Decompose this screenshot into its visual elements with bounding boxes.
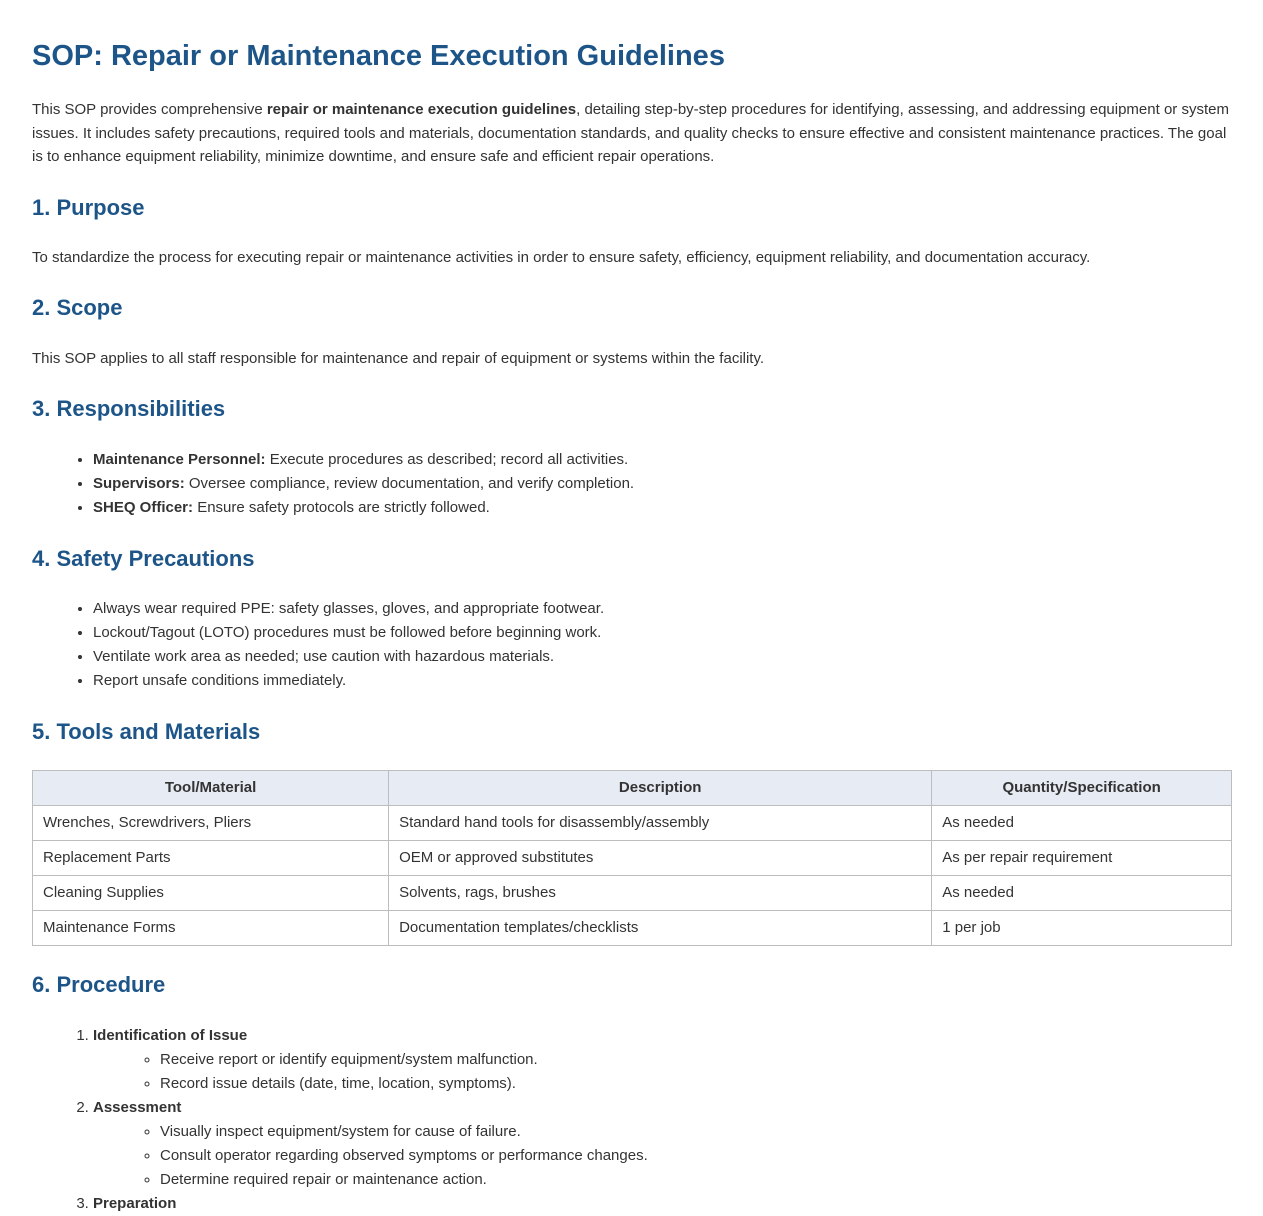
tools-table — [32, 770, 1232, 946]
safety-item: • Ventilate work area as needed; use caution with hazardous materials. — [93, 645, 1232, 669]
purpose-paragraph: To standardize the process for executing repair or maintenance activities in order to ensure safety, efficiency, equipment reliability, and documentation accuracy. — [32, 248, 1091, 266]
procedure-step-name: Identification of Issue — [93, 1026, 248, 1044]
table-header-row — [33, 771, 1232, 806]
table-row — [33, 876, 1232, 911]
responsibility-item — [93, 472, 1232, 496]
table-cell: Maintenance Forms — [33, 911, 389, 946]
table-cell: Standard hand tools for disassembly/assembly — [389, 806, 932, 841]
table-header-cell: Description — [389, 771, 932, 806]
safety-item: • Lockout/Tagout (LOTO) procedures must be followed before beginning work. — [93, 621, 1232, 645]
procedure-substep-list — [93, 1120, 1232, 1192]
table-cell: OEM or approved substitutes — [389, 841, 932, 876]
responsibility-role-label: Supervisors: — [93, 474, 185, 492]
intro-paragraph — [32, 98, 1232, 168]
table-cell: Documentation templates/checklists — [389, 911, 932, 946]
procedure-step-name: Assessment — [93, 1098, 182, 1116]
responsibility-role-label: SHEQ Officer: — [93, 498, 194, 516]
section-heading-tools-materials: 5. Tools and Materials — [32, 718, 261, 744]
section-heading-responsibilities: 3. Responsibilities — [32, 396, 226, 422]
procedure-substep: ◦ Determine required repair or maintenance action. — [160, 1168, 1232, 1192]
table-cell: As per repair requirement — [932, 841, 1232, 876]
procedure-step — [93, 1024, 1232, 1096]
procedure-substep: ◦ Visually inspect equipment/system for cause of failure. — [160, 1120, 1232, 1144]
safety-item: • Report unsafe conditions immediately. — [93, 669, 1232, 693]
document-title: SOP: Repair or Maintenance Execution Guidelines — [32, 40, 725, 72]
intro-text-pre: This SOP provides comprehensive — [32, 101, 267, 119]
section-heading-safety-precautions: 4. Safety Precautions — [32, 545, 255, 571]
table-cell: Replacement Parts — [33, 841, 389, 876]
procedure-step-name: Preparation — [93, 1194, 177, 1212]
responsibility-text: Ensure safety protocols are strictly followed. — [193, 498, 490, 516]
section-heading-procedure: 6. Procedure — [32, 972, 166, 998]
intro-text-post: , detailing step-by-step procedures for identifying, assessing, and addressing equipment or system issues. It includes safety precautions, required tools and materials, documentation standards, and quality checks to ensure effective and consistent maintenance practices. The goal is to enhance equipment reliability, minimize downtime, and ensure safe and efficient repair operations. — [32, 101, 1229, 166]
table-row — [33, 841, 1232, 876]
section-heading-scope: 2. Scope — [32, 295, 123, 321]
table-cell: 1 per job — [932, 911, 1232, 946]
responsibility-role-label: Maintenance Personnel: — [93, 450, 266, 468]
procedure-step — [93, 1096, 1232, 1192]
responsibilities-list — [32, 448, 1232, 520]
table-cell: Wrenches, Screwdrivers, Pliers — [33, 806, 389, 841]
safety-precautions-list — [32, 597, 1232, 693]
responsibility-item — [93, 448, 1232, 472]
responsibility-text: Execute procedures as described; record all activities. — [265, 450, 629, 468]
table-header-cell: Quantity/Specification — [932, 771, 1232, 806]
responsibility-text: Oversee compliance, review documentation, and verify completion. — [184, 474, 635, 492]
procedure-substep: ◦ Consult operator regarding observed symptoms or performance changes. — [160, 1144, 1232, 1168]
table-cell: Cleaning Supplies — [33, 876, 389, 911]
procedure-substep: ◦ Record issue details (date, time, location, symptoms). — [160, 1072, 1232, 1096]
section-heading-purpose: 1. Purpose — [32, 194, 145, 220]
safety-item: • Always wear required PPE: safety glasses, gloves, and appropriate footwear. — [93, 597, 1232, 621]
table-header-cell: Tool/Material — [33, 771, 389, 806]
table-cell: Solvents, rags, brushes — [389, 876, 932, 911]
table-row — [33, 806, 1232, 841]
procedure-substep: ◦ Receive report or identify equipment/system malfunction. — [160, 1048, 1232, 1072]
table-row — [33, 911, 1232, 946]
procedure-step — [93, 1192, 1232, 1216]
table-cell: As needed — [932, 806, 1232, 841]
table-cell: As needed — [932, 876, 1232, 911]
procedure-substep-list — [93, 1048, 1232, 1096]
procedure-list — [32, 1024, 1232, 1216]
responsibility-item — [93, 496, 1232, 520]
scope-paragraph: This SOP applies to all staff responsible for maintenance and repair of equipment or systems within the facility. — [32, 349, 765, 367]
intro-bold-text: repair or maintenance execution guidelines — [266, 101, 577, 119]
